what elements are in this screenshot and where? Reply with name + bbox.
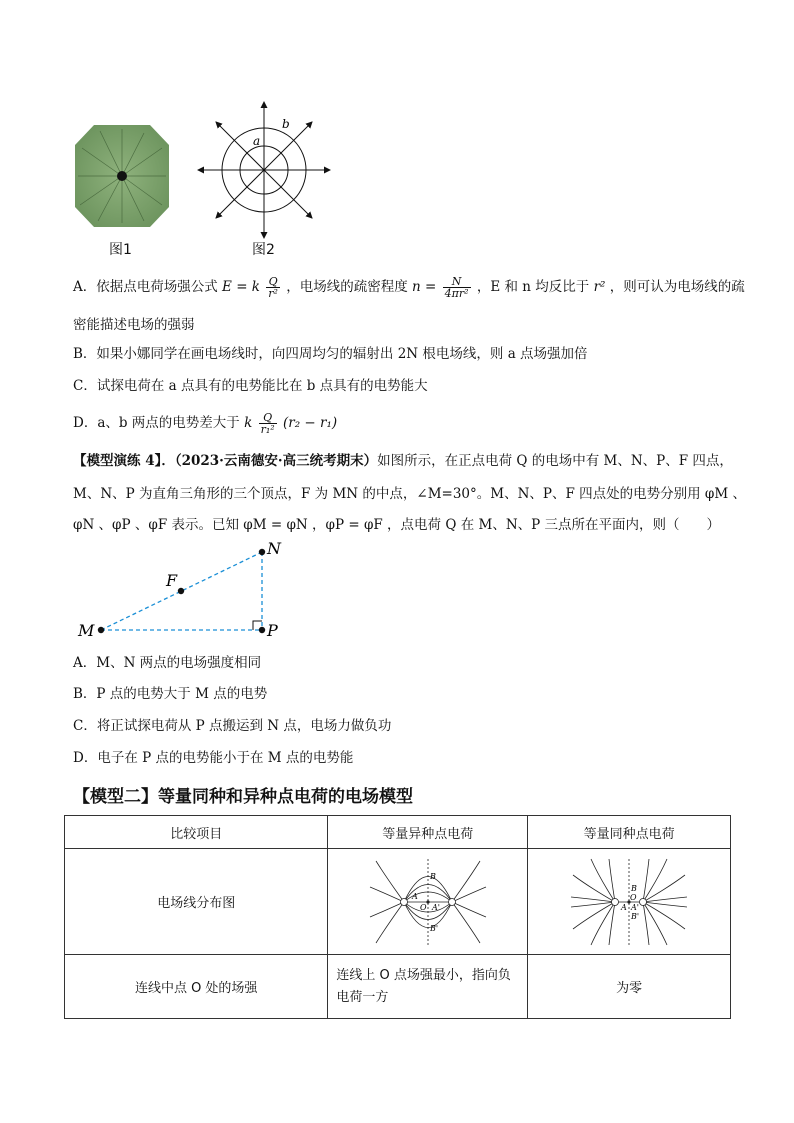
figure-1-disc xyxy=(74,123,170,229)
section-heading: 【模型二】等量同种和异种点电荷的电场模型 xyxy=(73,787,413,807)
point-p xyxy=(259,627,265,633)
point-m xyxy=(98,627,104,633)
table-cell: 为零 xyxy=(528,955,731,1019)
q1-option-a-cont: 密能描述电场的强弱 xyxy=(73,317,195,333)
q2-stem-line3: φN 、φP 、φF 表示。已知 φM = φN ，φP = φF ，点电荷 Q 在 M、N、P 三点所在平面内，则（ ） xyxy=(73,517,721,533)
comparison-table xyxy=(64,815,731,1019)
table-cell xyxy=(328,849,528,955)
svg-text:B': B' xyxy=(631,911,640,921)
q1-option-d[interactable]: D．a、b 两点的电势差大于 k $\frac{Q}{\text{r₁²}}$ (r₂ − r₁) xyxy=(73,411,338,436)
table-cell: 连线上 O 点场强最小，指向负 电荷一方 xyxy=(328,955,528,1019)
table-row xyxy=(65,955,731,1019)
fraction-q-over-r2: $\frac{Q}{\text{r²}}$ xyxy=(268,275,278,300)
label-m: M xyxy=(78,621,95,640)
label-f: F xyxy=(166,571,178,590)
svg-text:O: O xyxy=(419,902,427,912)
q1-option-c[interactable]: C．试探电荷在 a 点具有的电势能比在 b 点具有的电势能大 xyxy=(73,378,428,394)
q1-option-a[interactable]: A．依据点电荷场强公式 E = k $\frac{Q}{\text{r²}}$ ，电场线的疏密程度 n = $\frac{N}{\text{4πr²}}$ ，E 和 n 均反比于 r² ，则可认为电场线的疏 xyxy=(73,275,745,300)
point-f xyxy=(178,588,184,594)
table-header: 比较项目 xyxy=(65,816,328,849)
svg-text:A: A xyxy=(621,902,627,912)
figure-1-caption: 图1 xyxy=(109,242,132,258)
table-cell: 连线中点 O 处的场强 xyxy=(65,955,328,1019)
svg-text:B: B xyxy=(429,871,436,881)
svg-text:A: A xyxy=(411,891,418,901)
label-p: P xyxy=(267,621,278,640)
svg-text:O: O xyxy=(630,892,637,902)
svg-text:A': A' xyxy=(631,902,640,912)
fig2-label-b: b xyxy=(282,117,290,131)
figure-2-field-lines xyxy=(196,98,334,240)
opposite-charges-field-diagram xyxy=(368,857,488,947)
q2-option-d[interactable]: D．电子在 P 点的电势能小于在 M 点的电势能 xyxy=(73,750,354,766)
point-n xyxy=(259,549,265,555)
like-charges-field-diagram xyxy=(569,857,689,947)
fig2-label-a: a xyxy=(253,134,261,148)
q2-stem: 【模型演练 4】．（2023·云南德安·高三统考期末）如图所示，在正点电荷 Q 的电场中有 M、N、P、F 四点， xyxy=(73,453,733,469)
table-cell: 电场线分布图 xyxy=(65,849,328,955)
q2-stem-line2: M、N、P 为直角三角形的三个顶点，F 为 MN 的中点，∠M=30°。M、N、P、F 四点处的电势分别用 φM 、 xyxy=(73,486,746,502)
table-header-row xyxy=(65,816,731,849)
table-cell xyxy=(528,849,731,955)
svg-text:B: B xyxy=(631,883,637,893)
svg-text:B': B' xyxy=(429,923,438,933)
figure-2-caption: 图2 xyxy=(252,242,275,258)
q1-option-b[interactable]: B．如果小娜同学在画电场线时，向四周均匀的辐射出 2N 根电场线，则 a 点场强加倍 xyxy=(73,346,588,362)
svg-text:A': A' xyxy=(431,902,440,912)
table-row xyxy=(65,849,731,955)
q2-option-b[interactable]: B．P 点的电势大于 M 点的电势 xyxy=(73,686,268,702)
table-header: 等量异种点电荷 xyxy=(328,816,528,849)
q2-option-a[interactable]: A．M、N 两点的电场强度相同 xyxy=(73,655,262,671)
table-header: 等量同种点电荷 xyxy=(528,816,731,849)
fraction-n-over-4pir2: $\frac{N}{\text{4πr²}}$ xyxy=(444,275,469,300)
q2-option-c[interactable]: C．将正试探电荷从 P 点搬运到 N 点，电场力做负功 xyxy=(73,718,392,734)
label-n: N xyxy=(267,540,281,558)
triangle-figure xyxy=(74,540,294,640)
fraction-q-over-r1sq: $\frac{Q}{\text{r₁²}}$ xyxy=(260,411,275,436)
